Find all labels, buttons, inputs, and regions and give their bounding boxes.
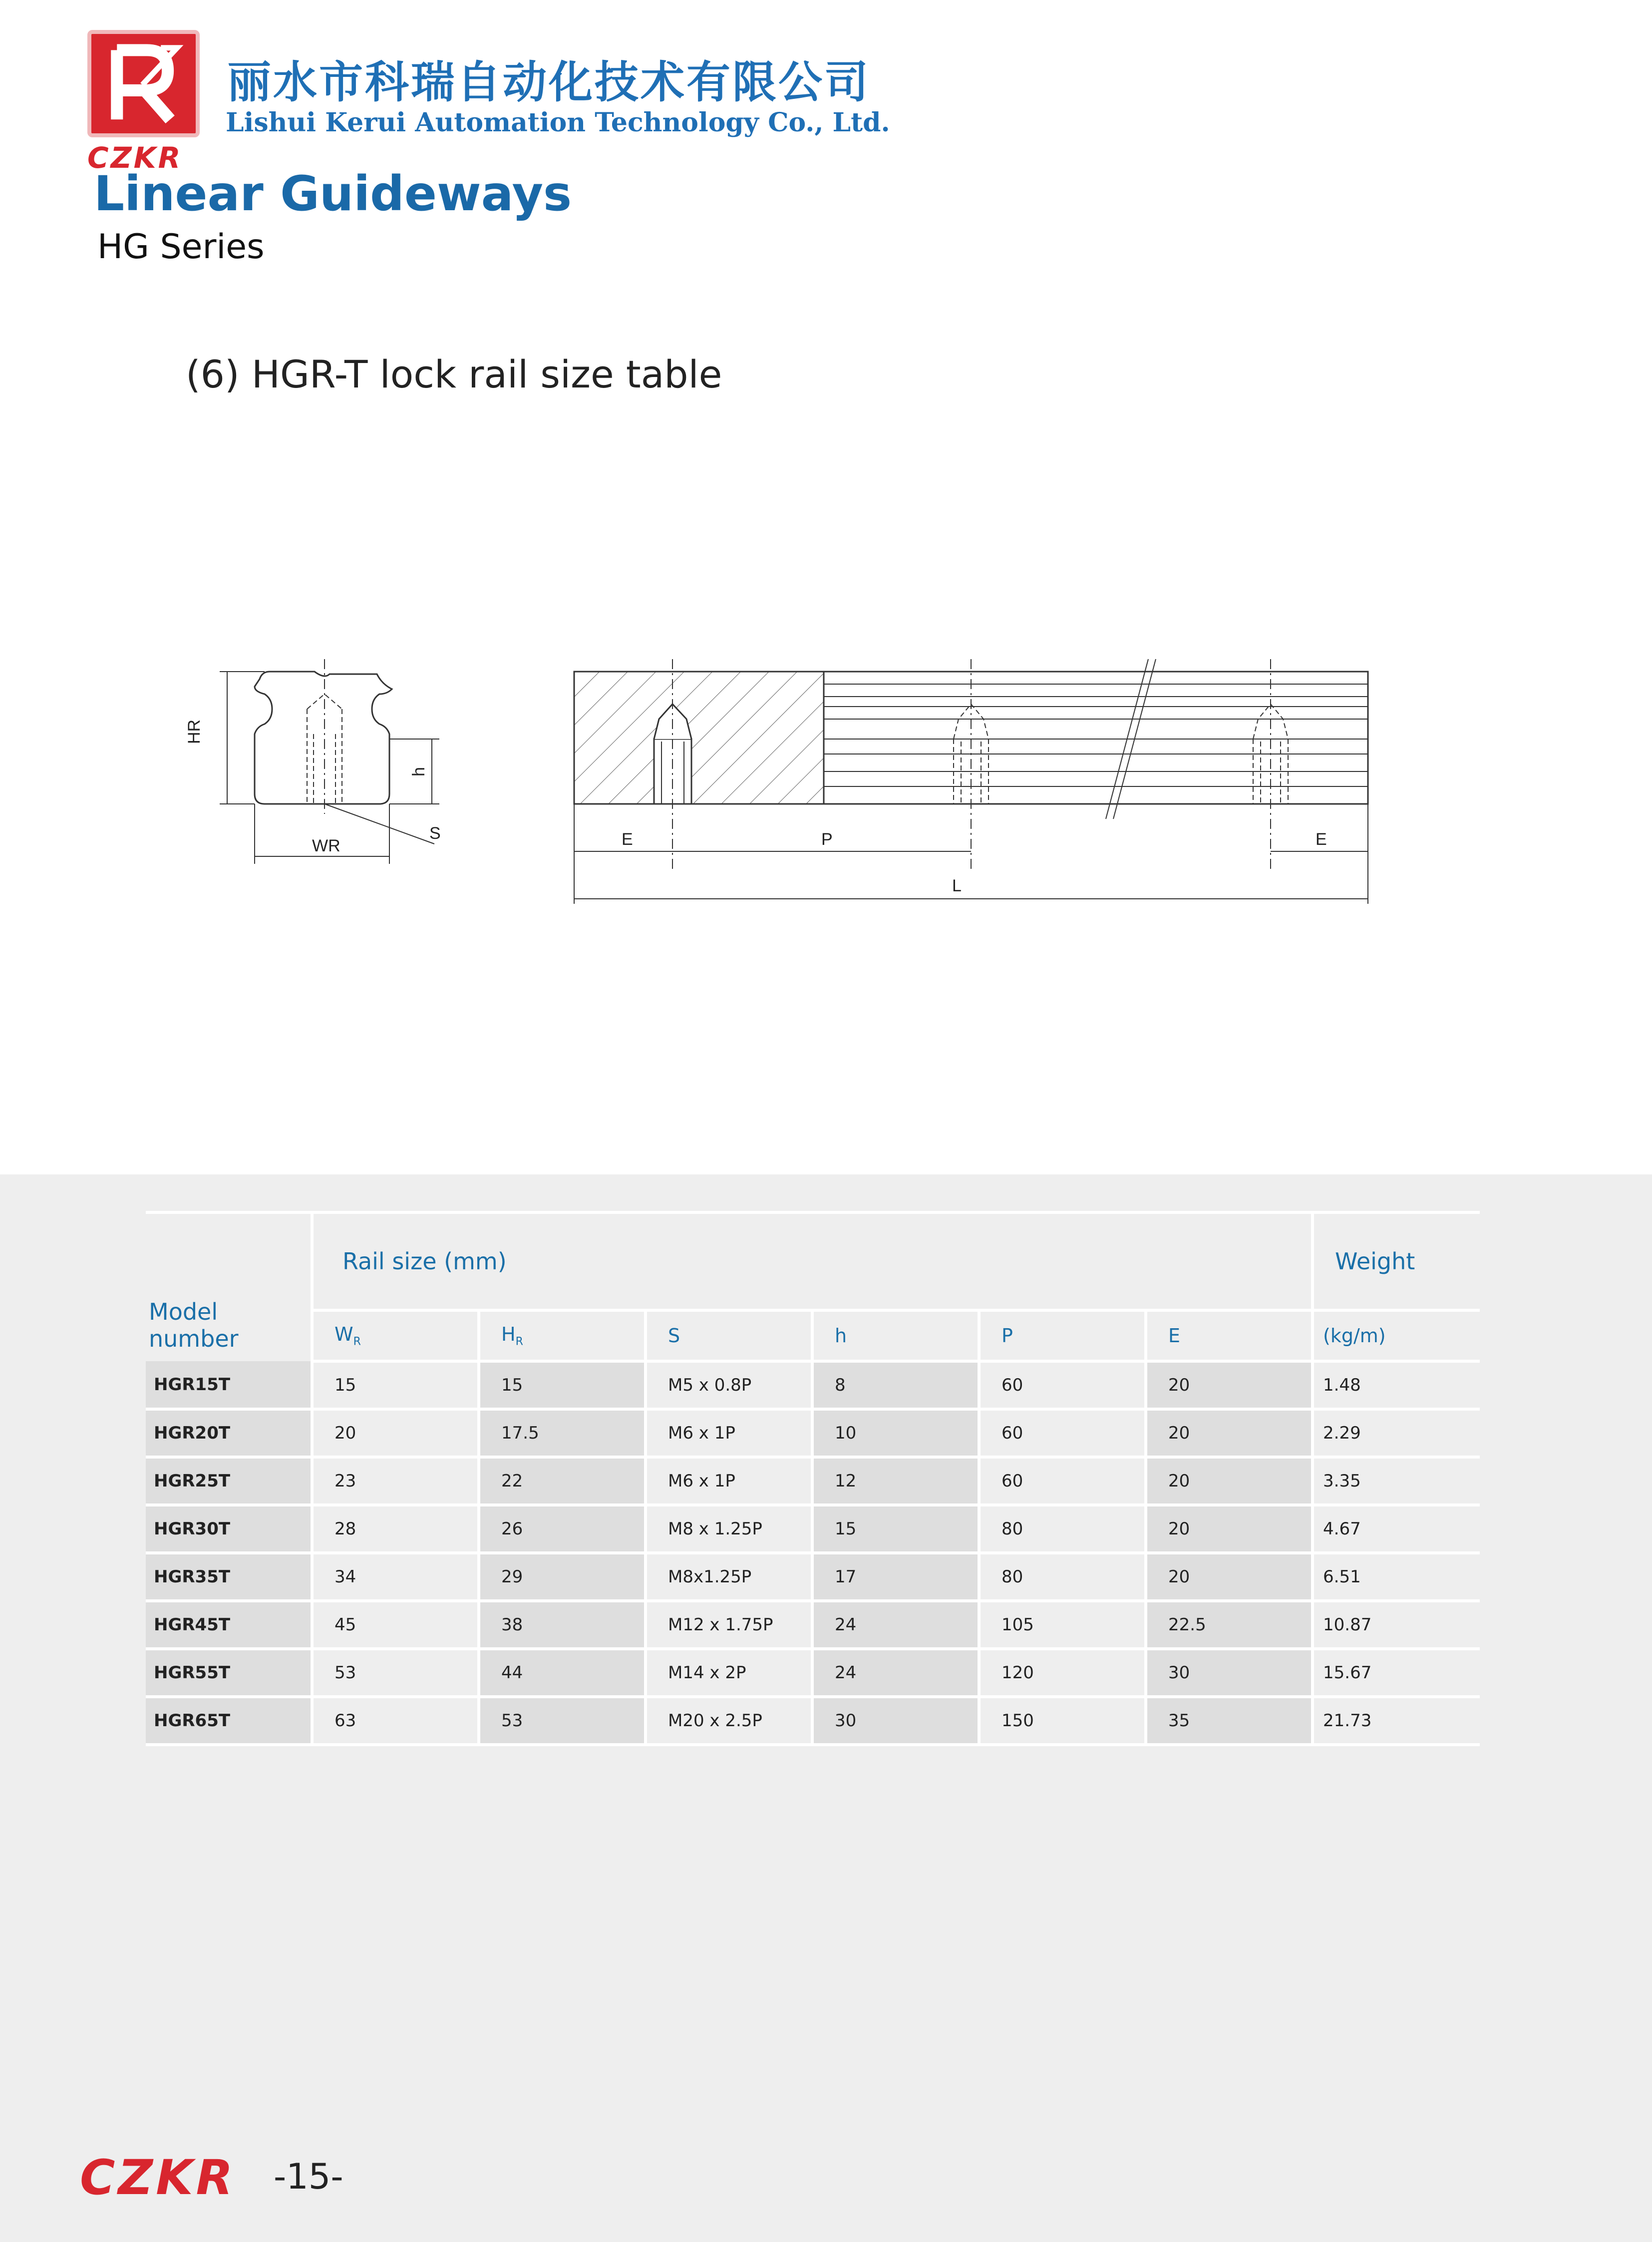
e-cell: 22.5 (1146, 1601, 1313, 1649)
e-header: E (1146, 1310, 1313, 1361)
hr-header: $H_R$ (479, 1310, 646, 1361)
s-cell: M12 x 1.75P (646, 1601, 812, 1649)
model-number-header: Model number (146, 1212, 312, 1361)
rail-size-table (146, 1211, 1480, 1746)
s-cell: M5 x 0.8P (646, 1361, 812, 1409)
e-cell: 20 (1146, 1361, 1313, 1409)
model-cell: HGR35T (146, 1553, 312, 1601)
h-cell: 30 (812, 1697, 979, 1745)
hr-label: HR (185, 719, 204, 744)
wr-cell: 45 (312, 1601, 479, 1649)
s-header: S (646, 1310, 812, 1361)
hr-cell: 53 (479, 1697, 646, 1745)
table-row (146, 1697, 1480, 1745)
page-subtitle: HG Series (97, 227, 265, 267)
table-row (146, 1505, 1480, 1553)
hr-cell: 29 (479, 1553, 646, 1601)
table-row (146, 1457, 1480, 1505)
wr-cell: 15 (312, 1361, 479, 1409)
weight-cell: 10.87 (1313, 1601, 1480, 1649)
s-cell: M8x1.25P (646, 1553, 812, 1601)
rail-size-header: Rail size (mm) (312, 1212, 1313, 1310)
wr-cell: 53 (312, 1649, 479, 1697)
rail-technical-drawing (180, 639, 1398, 919)
weight-cell: 3.35 (1313, 1457, 1480, 1505)
hr-cell: 17.5 (479, 1409, 646, 1457)
h-cell: 24 (812, 1649, 979, 1697)
weight-cell: 1.48 (1313, 1361, 1480, 1409)
weight-cell: 4.67 (1313, 1505, 1480, 1553)
h-header: h (812, 1310, 979, 1361)
e-left-label: E (622, 830, 633, 849)
company-name-chinese: 丽水市科瑞自动化技术有限公司 (227, 56, 871, 108)
company-name-english: Lishui Kerui Automation Technology Co., Ltd. (226, 107, 890, 138)
table-row (146, 1553, 1480, 1601)
weight-unit-header: (kg/m) (1313, 1310, 1480, 1361)
p-header: P (979, 1310, 1146, 1361)
page-number: -15- (274, 2156, 343, 2197)
e-right-label: E (1316, 830, 1327, 849)
table-subheader-row (146, 1310, 1480, 1361)
p-cell: 150 (979, 1697, 1146, 1745)
s-cell: M6 x 1P (646, 1409, 812, 1457)
weight-header: Weight (1313, 1212, 1480, 1310)
model-cell: HGR15T (146, 1361, 312, 1409)
h-cell: 12 (812, 1457, 979, 1505)
p-cell: 120 (979, 1649, 1146, 1697)
h-cell: 24 (812, 1601, 979, 1649)
s-label: S (429, 824, 441, 843)
e-cell: 30 (1146, 1649, 1313, 1697)
page-title: Linear Guideways (94, 166, 572, 222)
wr-cell: 28 (312, 1505, 479, 1553)
h-label: h (409, 767, 428, 776)
wr-label: WR (312, 836, 340, 855)
p-cell: 105 (979, 1601, 1146, 1649)
e-cell: 20 (1146, 1505, 1313, 1553)
p-cell: 80 (979, 1505, 1146, 1553)
e-cell: 20 (1146, 1553, 1313, 1601)
model-cell: HGR45T (146, 1601, 312, 1649)
l-label: L (952, 876, 962, 895)
hr-cell: 15 (479, 1361, 646, 1409)
hr-cell: 44 (479, 1649, 646, 1697)
h-cell: 15 (812, 1505, 979, 1553)
p-cell: 60 (979, 1361, 1146, 1409)
section-title: (6) HGR-T lock rail size table (186, 352, 722, 396)
p-cell: 60 (979, 1457, 1146, 1505)
wr-cell: 20 (312, 1409, 479, 1457)
p-cell: 60 (979, 1409, 1146, 1457)
logo-wordmark: CZKR (87, 141, 183, 175)
p-label: P (821, 830, 833, 849)
hr-cell: 38 (479, 1601, 646, 1649)
weight-cell: 15.67 (1313, 1649, 1480, 1697)
h-cell: 10 (812, 1409, 979, 1457)
table-row (146, 1361, 1480, 1409)
footer-logo: CZKR (80, 2150, 236, 2206)
s-cell: M14 x 2P (646, 1649, 812, 1697)
table-row (146, 1601, 1480, 1649)
h-cell: 17 (812, 1553, 979, 1601)
hr-cell: 26 (479, 1505, 646, 1553)
model-cell: HGR55T (146, 1649, 312, 1697)
wr-header: $W_R$ (312, 1310, 479, 1361)
weight-cell: 6.51 (1313, 1553, 1480, 1601)
rail-side-view (574, 659, 1368, 904)
e-cell: 35 (1146, 1697, 1313, 1745)
model-cell: HGR65T (146, 1697, 312, 1745)
table-row (146, 1409, 1480, 1457)
wr-cell: 23 (312, 1457, 479, 1505)
e-cell: 20 (1146, 1457, 1313, 1505)
weight-cell: 2.29 (1313, 1409, 1480, 1457)
h-cell: 8 (812, 1361, 979, 1409)
model-cell: HGR20T (146, 1409, 312, 1457)
s-cell: M8 x 1.25P (646, 1505, 812, 1553)
hr-cell: 22 (479, 1457, 646, 1505)
p-cell: 80 (979, 1553, 1146, 1601)
weight-cell: 21.73 (1313, 1697, 1480, 1745)
table-header-row (146, 1212, 1480, 1310)
s-cell: M20 x 2.5P (646, 1697, 812, 1745)
model-cell: HGR25T (146, 1457, 312, 1505)
company-logo-icon (87, 30, 200, 137)
model-cell: HGR30T (146, 1505, 312, 1553)
s-cell: M6 x 1P (646, 1457, 812, 1505)
rail-cross-section (220, 659, 439, 864)
wr-cell: 63 (312, 1697, 479, 1745)
e-cell: 20 (1146, 1409, 1313, 1457)
wr-cell: 34 (312, 1553, 479, 1601)
table-row (146, 1649, 1480, 1697)
